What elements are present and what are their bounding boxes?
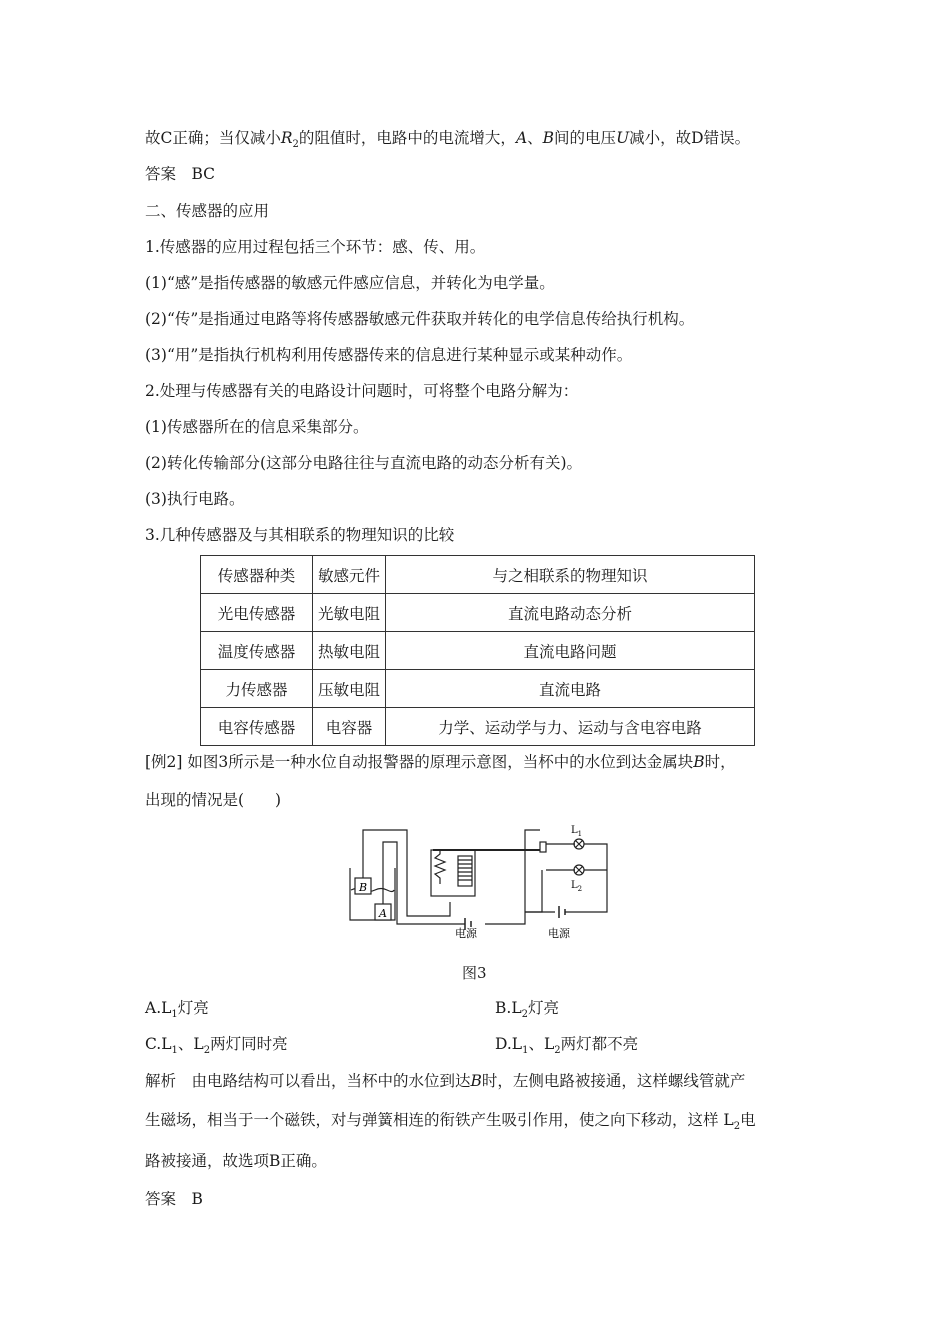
figure-label-power-1: 电源 [455, 927, 477, 940]
section-heading: 二、传感器的应用 [145, 202, 270, 220]
paragraph-continuation: 故C正确；当仅减小$R_2$的阻值时，电路中的电流增大，A、B间的电压U减小，故D错误。 [145, 129, 751, 151]
table-cell: 热敏电阻 [313, 632, 386, 670]
table-cell: 压敏电阻 [313, 670, 386, 708]
figure-label-a: A [379, 907, 387, 920]
table-cell: 力传感器 [201, 670, 313, 708]
figure-label-power-2: 电源 [548, 927, 570, 940]
example-question-line-2: 出现的情况是( ) [145, 791, 282, 809]
table-cell: 电容器 [313, 708, 386, 746]
table-cell: 直流电路 [386, 670, 755, 708]
point-1: 1.传感器的应用过程包括三个环节：感、传、用。 [145, 238, 486, 256]
figure-caption: 图3 [462, 964, 487, 982]
point-1-2: (2)“传”是指通过电路等将传感器敏感元件获取并转化的电学信息传给执行机构。 [145, 310, 695, 328]
option-d: $D.L_1$、$L_2$两灯都不亮 [495, 1035, 639, 1057]
battery-2 [559, 906, 565, 918]
figure-label-l1: $L_1$ [571, 825, 583, 838]
table-cell: 光敏电阻 [313, 594, 386, 632]
table-cell: 直流电路问题 [386, 632, 755, 670]
option-c: $C.L_1$、$L_2$两灯同时亮 [145, 1035, 288, 1057]
table-cell: 温度传感器 [201, 632, 313, 670]
table-cell: 光电传感器 [201, 594, 313, 632]
table-row [201, 670, 755, 708]
analysis-line-2: 生磁场，相当于一个磁铁，对与弹簧相连的衔铁产生吸引作用，使之向下移动，这样 $L_2$电 [145, 1111, 756, 1133]
table-row [201, 632, 755, 670]
option-b: $B.L_2$灯亮 [495, 999, 560, 1021]
point-1-1: (1)“感”是指传感器的敏感元件感应信息，并转化为电学量。 [145, 274, 555, 292]
table-row [201, 594, 755, 632]
water-alarm-circuit-diagram [345, 820, 615, 940]
analysis-line-3: 路被接通，故选项B正确。 [145, 1152, 327, 1170]
answer-2: 答案 B [145, 1190, 203, 1208]
figure-label-b: B [359, 881, 368, 894]
sensor-comparison-table [200, 555, 755, 746]
point-2-2: (2)转化传输部分(这部分电路往往与直流电路的动态分析有关)。 [145, 454, 583, 472]
point-3: 3.几种传感器及与其相联系的物理知识的比较 [145, 526, 455, 544]
point-2-3: (3)执行电路。 [145, 490, 245, 508]
table-header-cell: 与之相联系的物理知识 [386, 556, 755, 594]
table-header-row [201, 556, 755, 594]
point-1-3: (3)“用”是指执行机构利用传感器传来的信息进行某种显示或某种动作。 [145, 346, 633, 364]
spring [435, 850, 445, 884]
table-header-cell: 敏感元件 [313, 556, 386, 594]
point-2-1: (1)传感器所在的信息采集部分。 [145, 418, 369, 436]
table-cell: 力学、运动学与力、运动与含电容电路 [386, 708, 755, 746]
table-cell: 直流电路动态分析 [386, 594, 755, 632]
answer-1: 答案 BC [145, 165, 216, 183]
table-cell: 电容传感器 [201, 708, 313, 746]
table-header-cell: 传感器种类 [201, 556, 313, 594]
option-a: $A.L_1$灯亮 [145, 999, 209, 1021]
table-row [201, 708, 755, 746]
analysis-line-1: 解析 由电路结构可以看出，当杯中的水位到达B时，左侧电路被接通，这样螺线管就产 [145, 1072, 746, 1090]
point-2: 2.处理与传感器有关的电路设计问题时，可将整个电路分解为： [145, 382, 579, 400]
example-question-line-1: [例2] 如图3所示是一种水位自动报警器的原理示意图，当杯中的水位到达金属块B时， [145, 753, 736, 771]
figure-label-l2: $L_2$ [571, 880, 583, 893]
